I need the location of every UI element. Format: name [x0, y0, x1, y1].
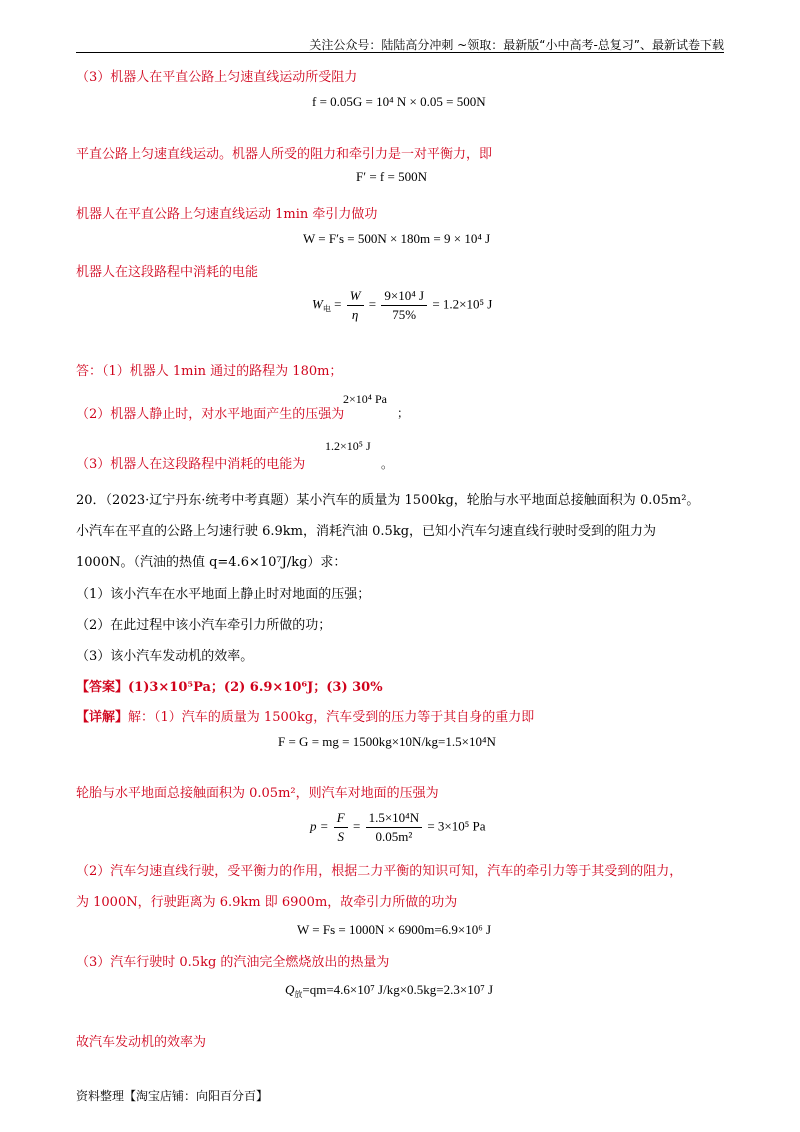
eq-q-lhs: Q — [285, 982, 295, 997]
detail-text: 解：（1）汽车的质量为 1500kg，汽车受到的压力等于其自身的重力即 — [128, 710, 535, 725]
detail-tag: 【详解】 — [76, 710, 129, 725]
q20-part2-line-1: （2）汽车匀速直线行驶，受平衡力的作用，根据二力平衡的知识可知，汽车的牵引力等于其受到的阻力， — [76, 864, 683, 879]
answer3-prefix: （3）机器人在这段路程中消耗的电能为 — [76, 457, 306, 472]
eq-resistance: f = 0.05G = 10⁴ N × 0.05 = 500N — [312, 94, 486, 109]
answer2-suffix: ； — [397, 406, 410, 420]
eq-wdian-sub: 电 — [322, 304, 331, 314]
frac-num: 1.5×10⁴N — [366, 810, 423, 828]
eq-car-work: W = Fs = 1000N × 6900m=6.9×10⁶ J — [297, 922, 492, 937]
page-header: 关注公众号：陆陆高分冲刺 ~领取：最新版“小中高考-总复习”、最新试卷下载 — [309, 38, 724, 52]
prev-answer-2 — [76, 403, 344, 422]
answer2-prefix: （2）机器人静止时，对水平地面产生的压强为 — [76, 407, 345, 422]
answer-text: (1)3×10⁵Pa；(2) 6.9×10⁶J；(3) 30% — [128, 680, 383, 695]
eq-traction-force: F′ = f = 500N — [356, 169, 427, 184]
q20-sub-2: （2）在此过程中该小汽车牵引力所做的功； — [76, 618, 332, 633]
eq-electric-energy: $W_电$ = $\frac{W}{\eta}$ = $\frac{\text{9×10⁴ J}}{75\%}$ = 1.2×10⁵ J — [312, 288, 493, 322]
frac-num: 9×10⁴ J — [381, 288, 427, 306]
q20-line-3: 1000N。（汽油的热值 q=4.6×10⁷J/kg）求： — [76, 555, 347, 570]
q20-detail-line — [76, 706, 534, 725]
frac-num: W — [347, 288, 364, 306]
eq-heat — [285, 982, 493, 1000]
q20-sub-3: （3）该小汽车发动机的效率。 — [76, 649, 254, 664]
fraction-w-eta — [347, 288, 364, 323]
answer2-value: 2×10⁴ Pa — [343, 392, 387, 406]
q20-part3-text: （3）汽车行驶时 0.5kg 的汽油完全燃烧放出的热量为 — [76, 955, 390, 970]
frac-den: 0.05m² — [375, 829, 413, 844]
prev-answer-1: 答：（1）机器人 1min 通过的路程为 180m； — [76, 364, 343, 379]
eq-wdian-lhs: W — [312, 296, 323, 312]
prev-energy-text: 机器人在这段路程中消耗的电能 — [76, 265, 259, 280]
q20-line-2: 小汽车在平直的公路上匀速行驶 6.9km，消耗汽油 0.5kg，已知小汽车匀速直线行驶时受到的阻力为 — [76, 524, 657, 539]
page-footer: 资料整理【淘宝店铺：向阳百分百】 — [76, 1089, 269, 1103]
eq-p-result: = 3×10⁵ Pa — [427, 818, 486, 834]
q20-area-text: 轮胎与水平地面总接触面积为 0.05m²，则汽车对地面的压强为 — [76, 786, 439, 801]
q20-efficiency-text: 故汽车发动机的效率为 — [76, 1035, 207, 1050]
prev-work-text: 机器人在平直公路上匀速直线运动 1min 牵引力做功 — [76, 207, 378, 222]
frac-den: η — [351, 307, 359, 322]
header-divider — [76, 52, 724, 53]
eq-pressure: p = $\frac{F}{S}$ = $\frac{\text{1.5×10⁴N}}{\text{0.05m²}}$ = 3×10⁵ Pa — [310, 810, 486, 844]
answer3-suffix: 。 — [381, 457, 394, 471]
q20-part2-line-2: 为 1000N，行驶距离为 6.9km 即 6900m，故牵引力所做的功为 — [76, 895, 458, 910]
fraction-f-s — [334, 810, 348, 845]
prev-balance-text: 平直公路上匀速直线运动。机器人所受的阻力和牵引力是一对平衡力，即 — [76, 147, 493, 162]
eq-p-lhs: p = — [310, 818, 329, 834]
answer3-value: 1.2×10⁵ J — [325, 439, 371, 453]
eq-wdian-result: = 1.2×10⁵ J — [432, 296, 493, 312]
q20-line-1: 20．（2023·辽宁丹东·统考中考真题）某小汽车的质量为 1500kg，轮胎与水平地面总接触面积为 0.05m²。 — [76, 493, 700, 508]
fraction-energy-values — [381, 288, 427, 323]
prev-part3-title: （3）机器人在平直公路上匀速直线运动所受阻力 — [76, 70, 358, 85]
q20-sub-1: （1）该小汽车在水平地面上静止时对地面的压强； — [76, 587, 371, 602]
eq-q-sub: 放 — [294, 990, 303, 999]
frac-den: S — [337, 829, 344, 844]
fraction-pressure-values — [366, 810, 423, 845]
frac-num: F — [334, 810, 348, 828]
eq-car-force: F = G = mg = 1500kg×10N/kg=1.5×10⁴N — [278, 734, 496, 749]
prev-answer-3 — [76, 453, 305, 472]
answer-tag: 【答案】 — [76, 680, 129, 695]
frac-den: 75% — [392, 307, 417, 322]
q20-answer-line — [76, 676, 383, 695]
eq-q-rhs: =qm=4.6×10⁷ J/kg×0.5kg=2.3×10⁷ J — [302, 982, 494, 997]
eq-work: W = F′s = 500N × 180m = 9 × 10⁴ J — [303, 231, 491, 246]
